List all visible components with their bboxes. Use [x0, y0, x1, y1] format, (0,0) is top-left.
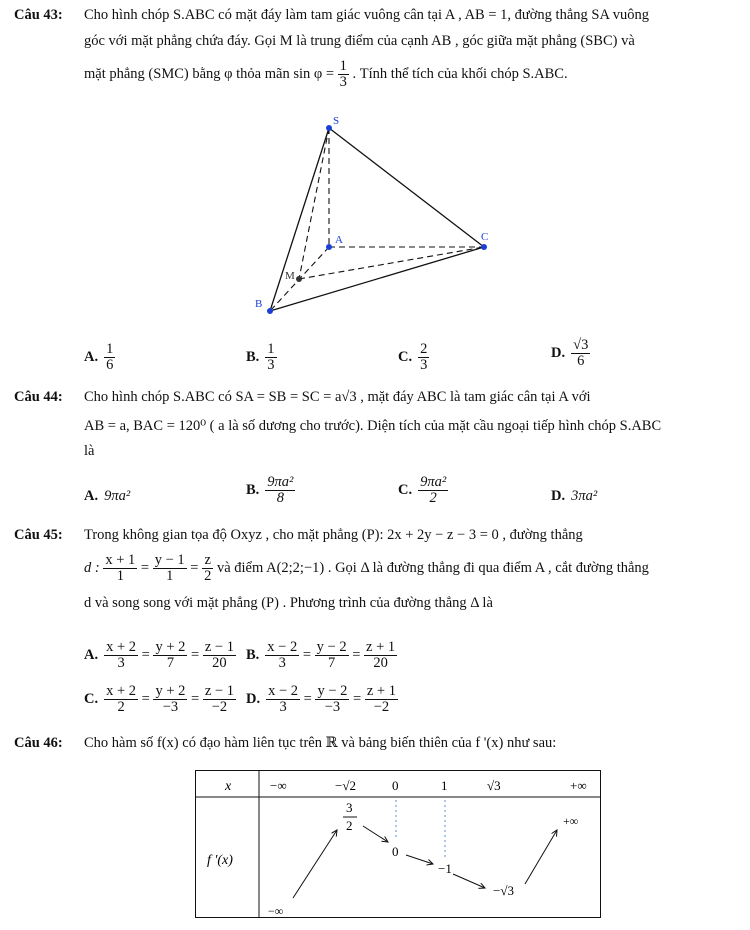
arrow-down-2 [406, 855, 433, 864]
frac-num: z − 1 [204, 639, 234, 655]
option-letter: C. [84, 691, 99, 708]
option-letter: B. [246, 349, 260, 366]
x-val-0: 0 [392, 778, 399, 793]
frac-den: −3 [162, 699, 179, 716]
val-neg1: −1 [438, 861, 452, 876]
sin-fraction [338, 59, 349, 90]
x-val-pos-inf: +∞ [570, 778, 587, 793]
pyramid-figure [250, 110, 510, 320]
frac [153, 640, 187, 671]
frac-num: x + 1 [105, 551, 136, 568]
q45-line2: d : $\frac{x + 1}{1}$ = $\frac{y - 1}{1}$ = $\frac{z}{2}$ và điểm A(2;2;−1) . Gọi Δ là đường thẳng đi qua điểm A , cắt đường thẳng [84, 551, 649, 585]
x-val-sqrt3: √3 [487, 778, 501, 793]
frac-num: z + 1 [366, 683, 396, 699]
frac-den: 3 [117, 655, 125, 672]
frac-den: 2 [429, 490, 437, 507]
frac [365, 684, 398, 715]
frac-den: 1 [116, 568, 124, 585]
frac [104, 640, 138, 671]
val-end: +∞ [563, 814, 579, 828]
option-letter: D. [246, 691, 261, 708]
q44-option-a[interactable] [84, 488, 130, 505]
frac [315, 640, 349, 671]
frac-num: z − 1 [204, 683, 234, 699]
frac-num: 1 [267, 341, 275, 357]
q45-line2-post: và điểm A(2;2;−1) . Gọi Δ là đường thẳng đi qua điểm A , cắt đường thẳng [216, 559, 649, 576]
option-letter: B. [246, 647, 260, 664]
q45-option-a[interactable]: A. $\frac{x + 2}{3}$ = $\frac{y + 2}{7}$ = $\frac{z - 1}{20}$ [84, 639, 234, 672]
q46-line1: Cho hàm số f(x) có đạo hàm liên tục trên ℝ và bảng biến thiên của f '(x) như sau: [84, 735, 557, 751]
x-val-neg-inf: −∞ [270, 778, 287, 793]
frac-num: y − 2 [316, 639, 347, 655]
val-2-den: 2 [346, 818, 353, 833]
frac-den: 3 [267, 357, 275, 374]
option-fraction [418, 475, 448, 506]
frac-den: 3 [339, 73, 347, 90]
d-frac-2 [153, 553, 187, 584]
d-frac-3 [202, 553, 213, 584]
q43-option-d[interactable] [551, 338, 590, 369]
frac-den: 8 [276, 490, 284, 507]
q44-line2: AB = a, BAC = 120⁰ ( a là số dương cho trước). Diện tích của mặt cầu ngoại tiếp hình chóp S.ABC [84, 417, 662, 434]
x-label: x [225, 779, 232, 794]
frac [153, 684, 187, 715]
frac-num: x − 2 [268, 683, 299, 699]
option-letter: A. [84, 488, 99, 504]
question-number: Câu 43: [14, 7, 63, 23]
frac-den: 6 [106, 357, 114, 374]
option-letter: C. [398, 482, 413, 499]
arrow-up-1 [293, 830, 337, 898]
question-number: Câu 45: [14, 527, 63, 543]
label-m: M [285, 270, 295, 282]
option-letter: C. [398, 349, 413, 366]
frac-num: √3 [573, 337, 589, 353]
label-b: B [255, 298, 263, 310]
q43-line2: góc với mặt phẳng chứa đáy. Gọi M là trung điểm của cạnh AB , góc giữa mặt phẳng (SBC) và [84, 32, 635, 49]
option-letter: D. [551, 345, 566, 362]
question-text [84, 526, 712, 613]
edge-sc [329, 128, 484, 247]
q45-option-b[interactable]: B. $\frac{x - 2}{3}$ = $\frac{y - 2}{7}$ = $\frac{z + 1}{20}$ [246, 639, 396, 672]
frac-den: 1 [166, 568, 174, 585]
vertex-c [481, 244, 487, 250]
vertex-s [326, 125, 332, 131]
row-label: f '(x) [207, 853, 233, 868]
option-fraction [265, 475, 295, 506]
q44-option-b[interactable] [246, 475, 295, 506]
option-text: 9πa² [104, 488, 131, 504]
val-0: 0 [392, 844, 399, 859]
question-number: Câu 44: [14, 389, 63, 405]
frac-den: 20 [373, 655, 388, 672]
arrow-down-1 [363, 826, 388, 842]
frac-den: −2 [211, 699, 228, 716]
option-fraction [571, 338, 590, 369]
frac-den: −2 [373, 699, 390, 716]
q45-option-d[interactable]: D. $\frac{x - 2}{3}$ = $\frac{y - 2}{-3}$ = $\frac{z + 1}{-2}$ [246, 683, 396, 716]
option-letter: A. [84, 647, 99, 664]
frac-den: 2 [117, 699, 125, 716]
frac [315, 684, 349, 715]
label-c: C [481, 231, 489, 243]
frac-num: 1 [339, 57, 347, 74]
frac-num: x + 2 [106, 683, 137, 699]
question-text [84, 6, 712, 90]
frac-den: 2 [204, 568, 212, 585]
val-start: −∞ [268, 904, 284, 918]
label-s: S [333, 115, 340, 127]
frac-num: 2 [420, 341, 428, 357]
option-letter: B. [246, 482, 260, 499]
q44-line1: Cho hình chóp S.ABC có SA = SB = SC = a√3 , mặt đáy ABC là tam giác cân tại A với [84, 389, 591, 405]
frac-num: 9πa² [420, 474, 447, 490]
option-fraction [265, 342, 276, 373]
frac [364, 640, 397, 671]
option-fraction [418, 342, 429, 373]
q44-option-c[interactable] [398, 475, 448, 506]
q44-option-d[interactable] [551, 488, 597, 505]
q43-option-a[interactable] [84, 342, 115, 373]
vertex-m [296, 276, 302, 282]
frac [203, 684, 236, 715]
frac-num: y + 2 [155, 683, 186, 699]
frac-num: z + 1 [366, 639, 396, 655]
frac [104, 684, 138, 715]
edge-sm [299, 128, 329, 279]
x-val-neg-sqrt2: −√2 [335, 778, 356, 793]
frac [203, 640, 236, 671]
option-letter: A. [84, 349, 99, 366]
val-neg-sqrt3: −√3 [493, 883, 514, 898]
question-text [84, 388, 712, 461]
d-label: d : [84, 559, 100, 576]
frac-num: 9πa² [267, 474, 294, 490]
frac-num: z [202, 553, 213, 569]
d-frac-1 [103, 553, 137, 584]
frac-num: y − 1 [154, 551, 185, 568]
arrow-down-3 [453, 874, 485, 888]
frac [266, 684, 300, 715]
q43-line3 [84, 59, 712, 90]
frac-den: 3 [279, 699, 287, 716]
arrow-up-2 [525, 830, 557, 884]
val-3-num: 3 [346, 800, 353, 815]
frac-num: 1 [106, 341, 114, 357]
vertex-a [326, 244, 332, 250]
frac-num: x + 2 [106, 639, 137, 655]
q45-option-c[interactable]: C. $\frac{x + 2}{2}$ = $\frac{y + 2}{-3}$ = $\frac{z - 1}{-2}$ [84, 683, 234, 716]
q45-line3: d và song song với mặt phẳng (P) . Phương trình của đường thẳng Δ là [84, 595, 493, 612]
q43-line3a: mặt phẳng (SMC) bằng φ thỏa mãn sin φ = [84, 65, 335, 82]
frac-den: 3 [278, 655, 286, 672]
variation-table [195, 770, 605, 922]
q44-line3: là [84, 442, 95, 459]
frac-den: 7 [328, 655, 336, 672]
question-text [84, 734, 712, 753]
frac-den: 7 [166, 655, 175, 672]
edge-sb [270, 128, 329, 311]
question-number: Câu 46: [14, 735, 63, 751]
option-letter: D. [551, 488, 566, 504]
label-a: A [335, 234, 343, 246]
frac-den: −3 [324, 699, 341, 716]
frac-num: y + 2 [155, 639, 186, 655]
vertex-b [267, 308, 273, 314]
frac-den: 20 [212, 655, 227, 672]
q45-line1: Trong không gian tọa độ Oxyz , cho mặt phẳng (P): 2x + 2y − z − 3 = 0 , đường thẳng [84, 527, 583, 543]
option-fraction [104, 342, 115, 373]
frac-num: y − 2 [317, 683, 348, 699]
option-text: 3πa² [571, 488, 598, 504]
x-val-1: 1 [441, 778, 448, 793]
q43-line1: Cho hình chóp S.ABC có mặt đáy làm tam giác vuông cân tại A , AB = 1, đường thẳng SA vuông [84, 7, 649, 23]
frac-num: x − 2 [267, 639, 298, 655]
frac-den: 3 [420, 357, 428, 374]
frac [265, 640, 299, 671]
q43-line3b: . Tính thể tích của khối chóp S.ABC. [352, 65, 568, 82]
q43-option-c[interactable] [398, 342, 429, 373]
q43-option-b[interactable] [246, 342, 277, 373]
frac-den: 6 [577, 353, 585, 370]
